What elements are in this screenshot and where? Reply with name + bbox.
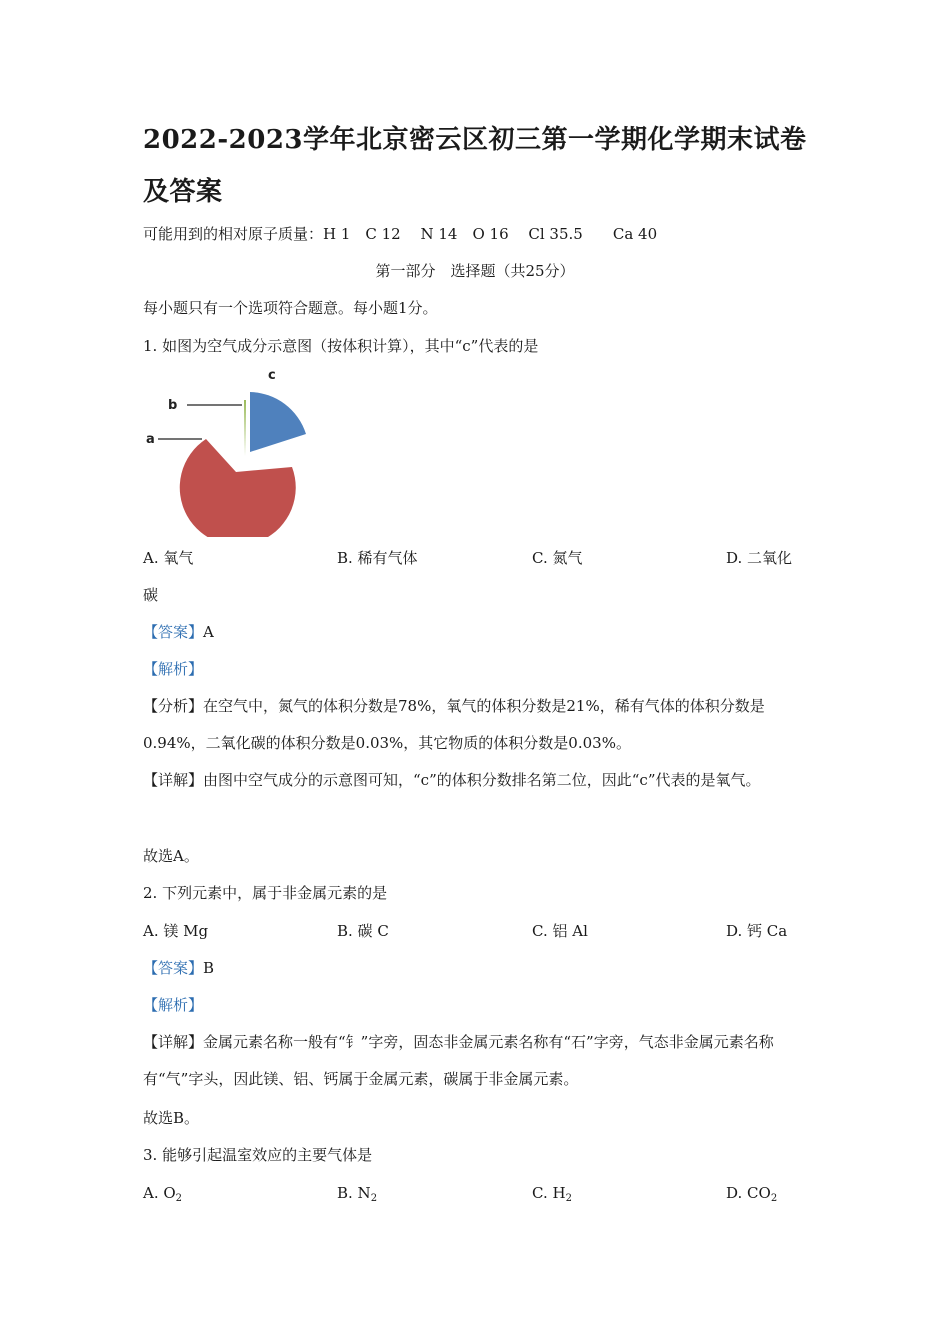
analysis-label: 【分析】 — [143, 697, 204, 715]
q1-option-d-wrap: 碳 — [143, 586, 159, 604]
answer-tag: 【答案】 — [143, 623, 204, 641]
q3-option-b — [337, 1183, 377, 1209]
q2-detail — [143, 1024, 808, 1098]
detail-label: 【详解】 — [143, 1033, 204, 1051]
q2-option-c: C. 铝 Al — [532, 922, 588, 940]
question-1-stem: 1. 如图为空气成分示意图（按体积计算），其中“c”代表的是 — [143, 337, 539, 355]
answer-value: A — [203, 623, 214, 641]
option-subscript: 2 — [770, 1193, 778, 1204]
detail-text: 由图中空气成分的示意图可知，“c”的体积分数排名第二位，因此“c”代表的是氧气。 — [203, 771, 761, 789]
q2-option-d: D. 钙 Ca — [726, 922, 788, 940]
q1-option-b: B. 稀有气体 — [337, 549, 418, 567]
q1-option-a: A. 氧气 — [143, 549, 194, 567]
detail-text: 金属元素名称一般有“钅”字旁，固态非金属元素名称有“石”字旁，气态非金属元素名称有“气”字头，因此镁、铝、钙属于金属元素，碳属于非金属元素。 — [143, 1033, 774, 1088]
atomic-masses: 可能用到的相对原子质量：H 1 C 12 N 14 O 16 Cl 35.5 Ca 40 — [143, 225, 658, 243]
q3-option-c — [532, 1183, 572, 1209]
analysis-text: 在空气中，氮气的体积分数是78%，氧气的体积分数是21%，稀有气体的体积分数是0.94%，二氧化碳的体积分数是0.03%，其它物质的体积分数是0.03%。 — [143, 697, 765, 752]
instructions: 每小题只有一个选项符合题意。每小题1分。 — [143, 299, 438, 317]
chart-label-c: c — [268, 368, 276, 383]
option-text: A. O — [143, 1184, 176, 1202]
question-3-stem: 3. 能够引起温室效应的主要气体是 — [143, 1146, 373, 1164]
q3-option-d — [726, 1183, 777, 1209]
q1-conclusion: 故选A。 — [143, 847, 199, 865]
option-text: C. H — [532, 1184, 566, 1202]
option-text: D. CO — [726, 1184, 771, 1202]
q1-answer — [143, 622, 214, 642]
chart-label-a: a — [146, 432, 155, 447]
q2-conclusion: 故选B。 — [143, 1109, 200, 1127]
q1-analysis — [143, 688, 808, 762]
option-subscript: 2 — [565, 1193, 572, 1204]
section-heading: 第一部分 选择题（共25分） — [375, 262, 575, 280]
q1-detail — [143, 762, 808, 799]
detail-label: 【详解】 — [143, 771, 204, 789]
page-title: 2022-2023学年北京密云区初三第一学期化学期末试卷及答案 — [143, 125, 807, 207]
q2-answer — [143, 958, 214, 978]
option-subscript: 2 — [175, 1193, 183, 1204]
option-subscript: 2 — [370, 1193, 378, 1204]
q2-option-a: A. 镁 Mg — [143, 922, 209, 940]
q3-option-a — [143, 1183, 182, 1209]
q2-analysis-tag: 【解析】 — [143, 996, 204, 1014]
q1-option-d: D. 二氧化 — [726, 549, 793, 567]
chart-label-b: b — [168, 398, 178, 413]
air-composition-pie-chart — [140, 362, 320, 537]
q1-option-c: C. 氮气 — [532, 549, 583, 567]
q2-option-b: B. 碳 C — [337, 922, 389, 940]
pie-sector-c — [250, 392, 306, 452]
pie-sector-b — [244, 400, 246, 456]
q1-analysis-tag: 【解析】 — [143, 660, 204, 678]
question-2-stem: 2. 下列元素中，属于非金属元素的是 — [143, 884, 388, 902]
answer-value: B — [203, 959, 215, 977]
answer-tag: 【答案】 — [143, 959, 204, 977]
option-text: B. N — [337, 1184, 371, 1202]
pie-sector-a — [180, 439, 296, 537]
